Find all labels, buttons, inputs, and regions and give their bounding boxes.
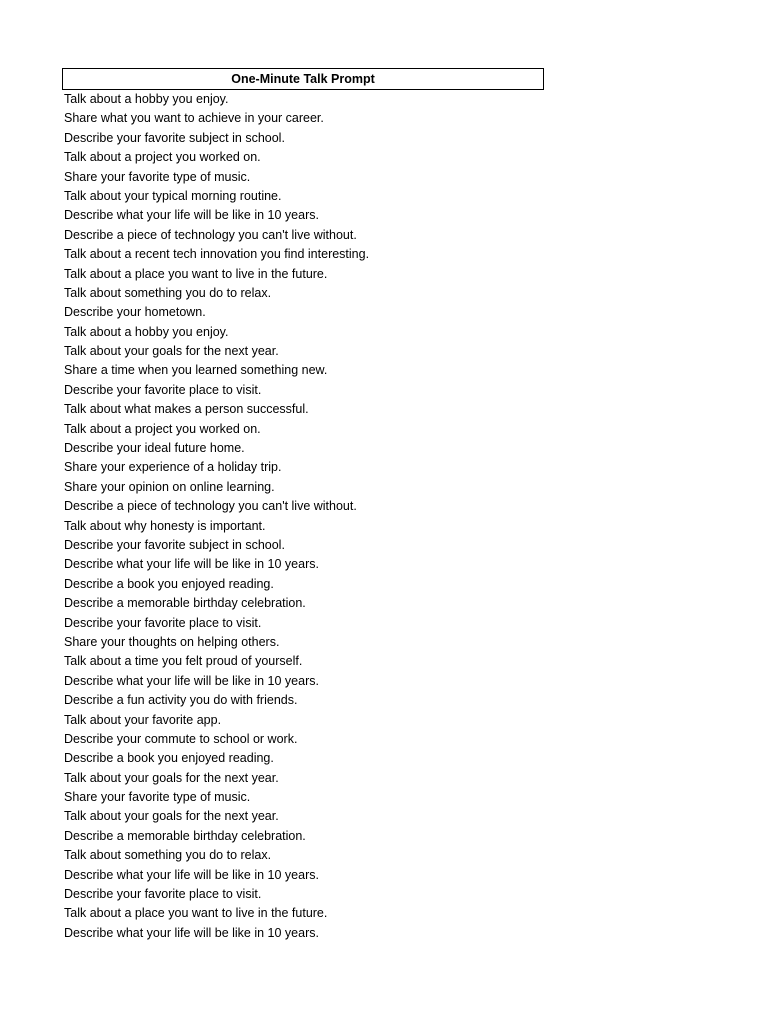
prompt-item: Share what you want to achieve in your career. [64, 111, 324, 126]
prompt-item: Share your favorite type of music. [64, 169, 251, 184]
prompt-item: Describe your favorite place to visit. [64, 615, 262, 630]
prompt-item: Talk about your goals for the next year. [64, 344, 279, 359]
prompt-item: Describe your ideal future home. [64, 441, 245, 456]
prompt-item: Describe a memorable birthday celebration. [64, 596, 306, 611]
prompt-item: Talk about a hobby you enjoy. [64, 324, 229, 339]
prompt-item: Talk about a hobby you enjoy. [64, 92, 229, 106]
prompt-item: Describe what your life will be like in 10 years. [64, 867, 319, 882]
prompt-item: Describe what your life will be like in 10 years. [64, 557, 319, 572]
prompt-item: Describe a book you enjoyed reading. [64, 576, 274, 591]
prompt-item: Talk about your goals for the next year. [64, 770, 279, 785]
prompt-item: Describe a memorable birthday celebration. [64, 828, 306, 843]
prompt-item: Share your thoughts on helping others. [64, 634, 280, 649]
prompt-item: Describe your favorite subject in school. [64, 537, 285, 552]
prompt-item: Talk about your typical morning routine. [64, 188, 282, 203]
prompt-item: Talk about a place you want to live in the future. [64, 906, 328, 921]
prompt-item: Describe what your life will be like in 10 years. [64, 208, 319, 223]
prompt-item: Share your opinion on online learning. [64, 479, 275, 494]
prompt-item: Share your experience of a holiday trip. [64, 460, 282, 475]
prompt-item: Talk about a project you worked on. [64, 421, 261, 436]
prompt-item: Describe a fun activity you do with friends. [64, 693, 298, 708]
prompt-item: Describe a book you enjoyed reading. [64, 751, 274, 766]
prompt-item: Describe what your life will be like in 10 years. [64, 673, 319, 688]
prompt-item: Talk about a time you felt proud of yourself. [64, 654, 303, 669]
prompt-item: Talk about a project you worked on. [64, 150, 261, 165]
prompt-item: Share a time when you learned something new. [64, 363, 328, 378]
prompt-item: Talk about a recent tech innovation you find interesting. [64, 247, 370, 262]
prompt-item: Talk about a place you want to live in the future. [64, 266, 328, 281]
prompt-item: Describe what your life will be like in 10 years. [64, 925, 319, 940]
prompt-item: Talk about something you do to relax. [64, 848, 272, 863]
prompt-item: Talk about your favorite app. [64, 712, 222, 727]
header-cell: One-Minute Talk Prompt [62, 68, 544, 90]
prompt-item: Talk about what makes a person successful. [64, 402, 309, 417]
prompt-item: Describe your hometown. [64, 305, 206, 320]
document-sheet [62, 68, 544, 943]
prompt-item: Share your favorite type of music. [64, 790, 251, 805]
prompt-item: Describe your favorite subject in school. [64, 130, 285, 145]
prompt-item: Describe a piece of technology you can't live without. [64, 227, 357, 242]
prompt-item: Describe a piece of technology you can't live without. [64, 499, 357, 514]
prompt-item: Talk about why honesty is important. [64, 518, 266, 533]
prompt-item: Describe your favorite place to visit. [64, 382, 262, 397]
prompt-item: Describe your commute to school or work. [64, 731, 298, 746]
prompt-item: Describe your favorite place to visit. [64, 887, 262, 902]
prompt-item: Talk about something you do to relax. [64, 285, 272, 300]
prompt-item: Talk about your goals for the next year. [64, 809, 279, 824]
prompt-list [62, 90, 544, 943]
